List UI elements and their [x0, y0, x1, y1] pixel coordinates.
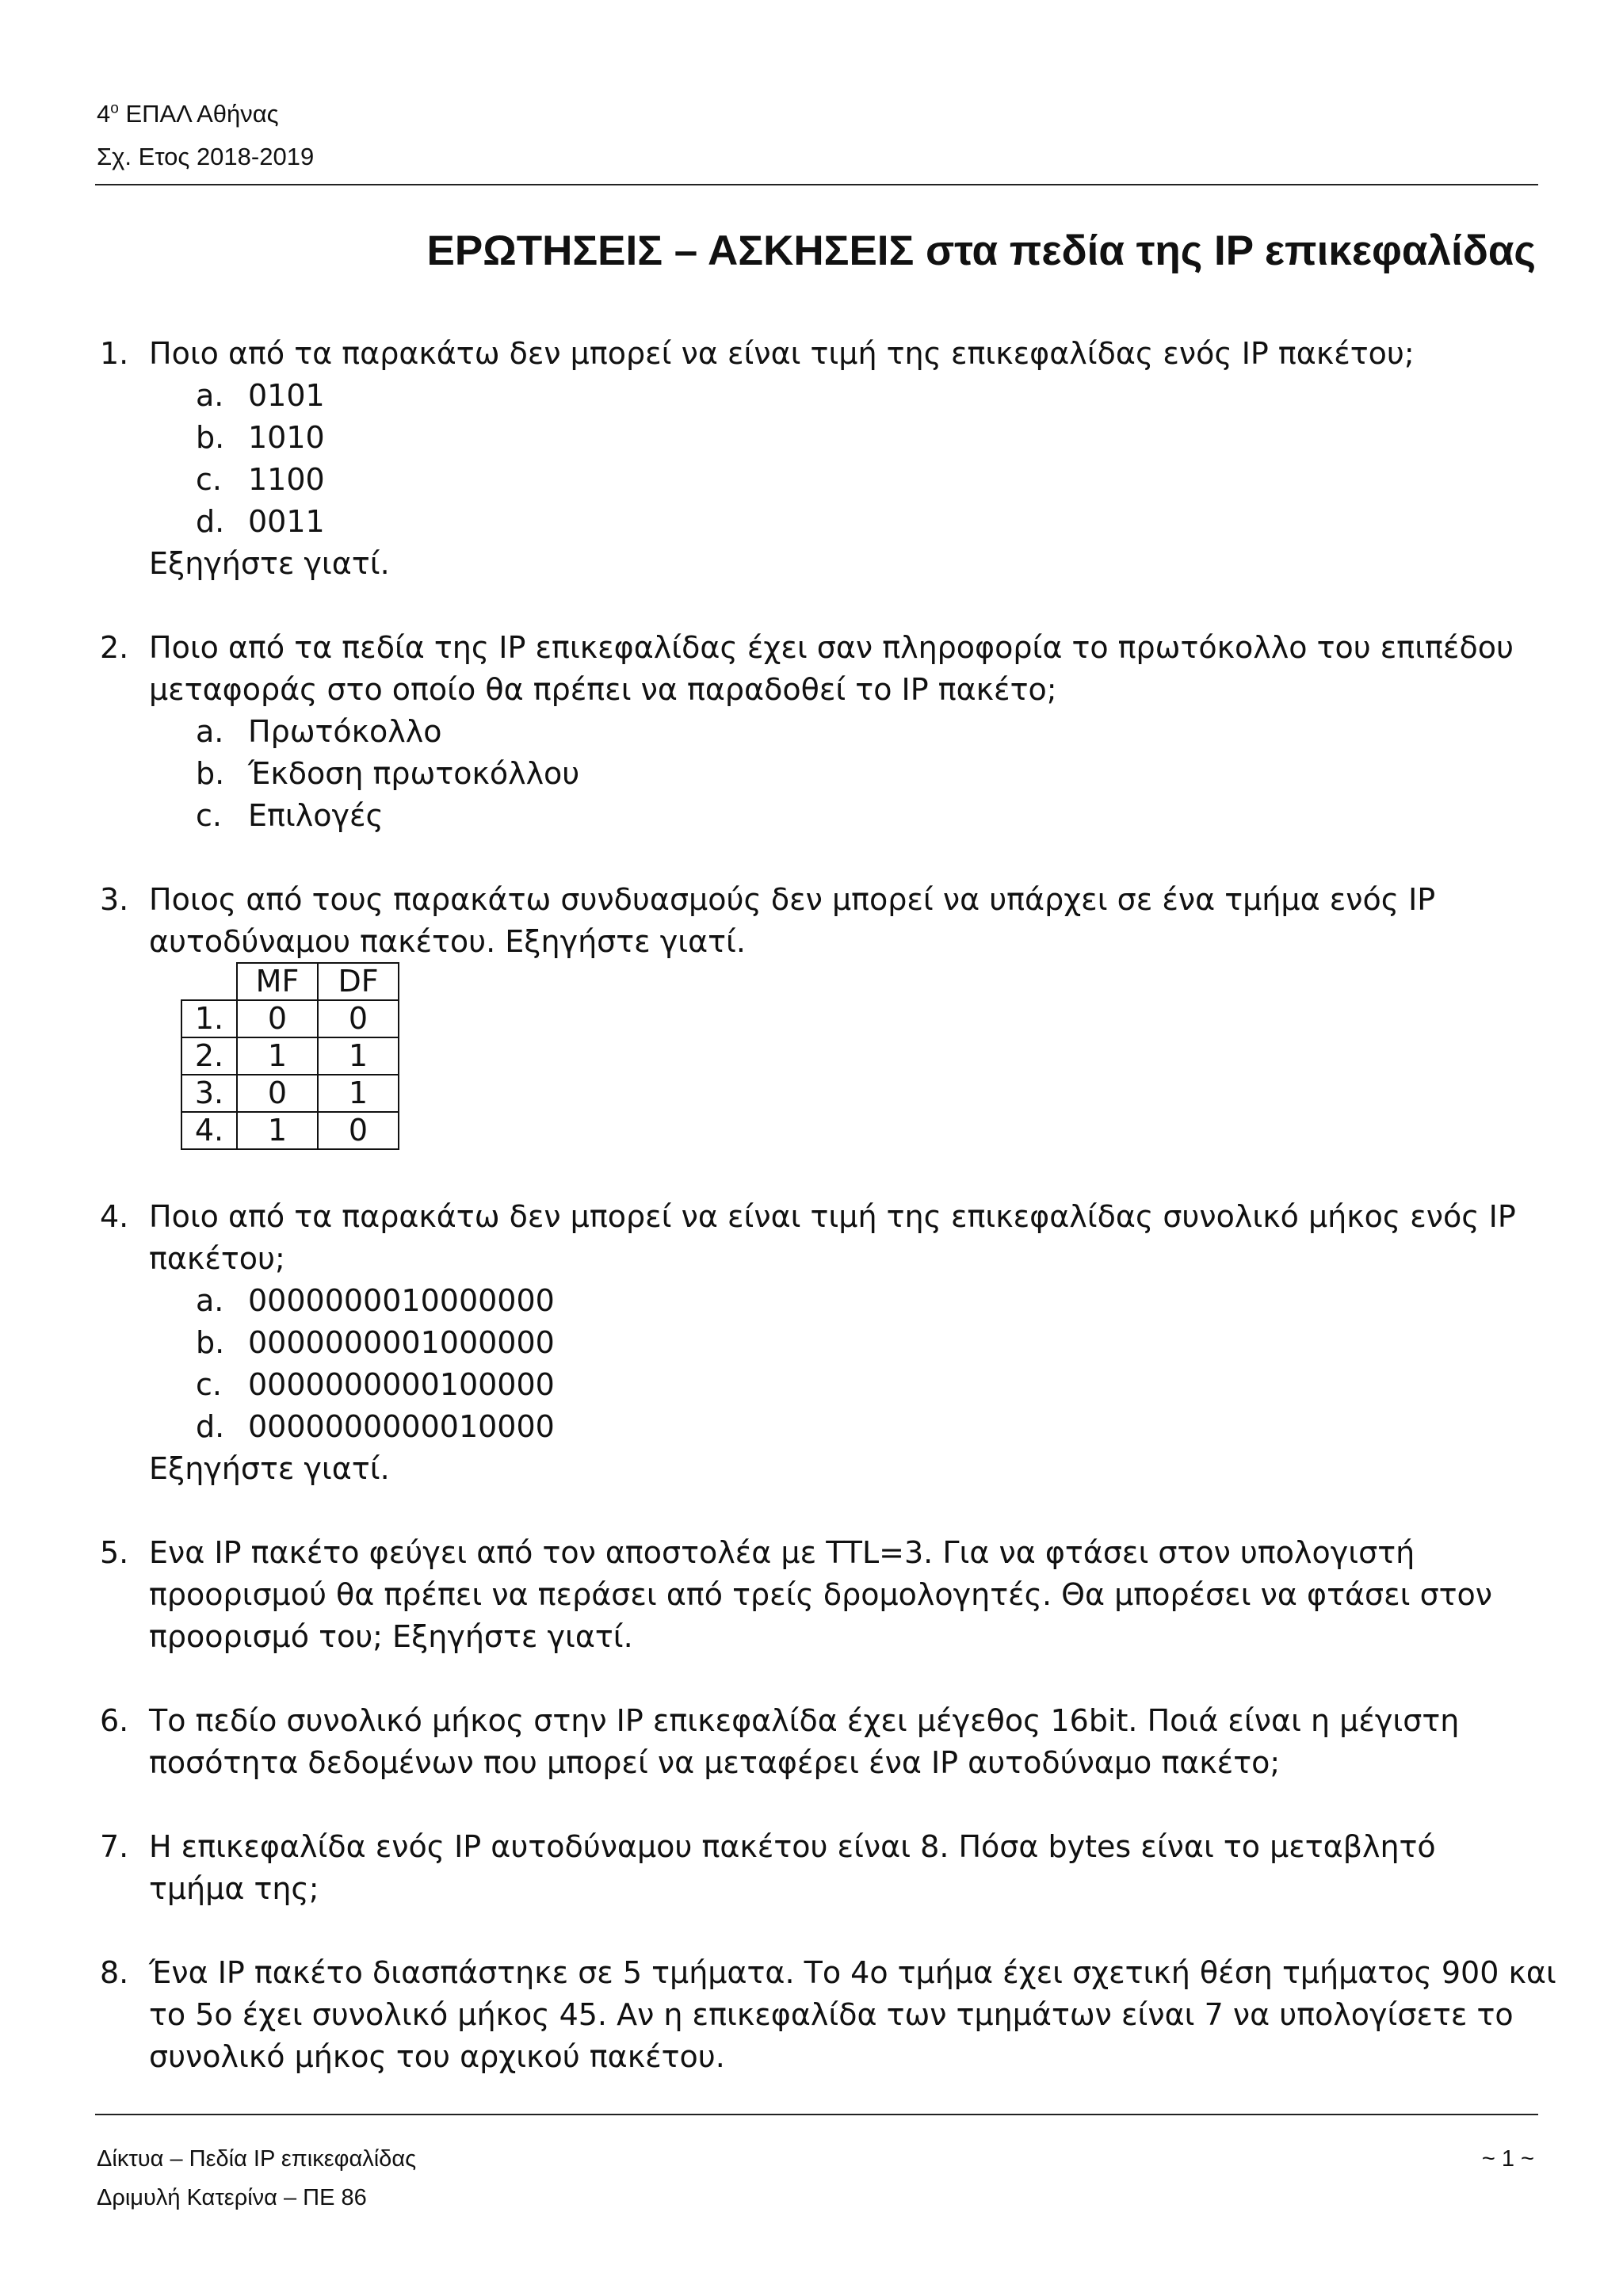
- table-cell: 1: [318, 1075, 399, 1112]
- q1-option-label: d.: [196, 504, 225, 539]
- q2-option-text: Επιλογές: [248, 798, 384, 833]
- table-cell: 1: [237, 1112, 318, 1149]
- table-cell: 0: [237, 1075, 318, 1112]
- q4-option-text: 0000000001000000: [248, 1325, 555, 1360]
- school-ordinal: ο: [110, 100, 119, 117]
- question-8-number: 8.: [100, 1955, 129, 1990]
- q4-option-text: 0000000000010000: [248, 1409, 555, 1444]
- q4-option-label: a.: [196, 1283, 224, 1318]
- footer-divider: [95, 2114, 1538, 2115]
- table-cell: 2.: [181, 1037, 237, 1075]
- q4-option-label: d.: [196, 1409, 225, 1444]
- footer-course: Δίκτυα – Πεδία IP επικεφαλίδας: [97, 2146, 417, 2172]
- q2-option-text: Έκδοση πρωτοκόλλου: [248, 756, 580, 791]
- school-label: ΕΠΑΛ Αθήνας: [118, 100, 279, 128]
- school-year: Σχ. Ετος 2018-2019: [97, 143, 315, 170]
- question-5-number: 5.: [100, 1535, 129, 1570]
- question-2-text: Ποιο από τα πεδία της IP επικεφαλίδας έχει σαν πληροφορία το πρωτόκολλο του επιπέδου: [149, 630, 1514, 665]
- table-header-mf: MF: [237, 963, 318, 1000]
- question-7-number: 7.: [100, 1829, 129, 1864]
- q1-option-label: c.: [196, 462, 222, 497]
- question-3-number: 3.: [100, 882, 129, 917]
- q1-option-label: a.: [196, 378, 224, 413]
- q4-option-text: 0000000010000000: [248, 1283, 555, 1318]
- mf-df-table: [181, 962, 399, 1150]
- question-6-text: ποσότητα δεδομένων που μπορεί να μεταφέρει ένα IP αυτοδύναμο πακέτο;: [149, 1745, 1281, 1780]
- table-cell: 1: [318, 1037, 399, 1075]
- page-title: ΕΡΩΤΗΣΕΙΣ – ΑΣΚΗΣΕΙΣ στα πεδία της IP επικεφαλίδας: [426, 227, 1536, 274]
- question-4-text: πακέτου;: [149, 1241, 285, 1276]
- question-5-text: προορισμού θα πρέπει να περάσει από τρείς δρομολογητές. Θα μπορέσει να φτάσει στον: [149, 1577, 1493, 1612]
- question-6-text: Το πεδίο συνολικό μήκος στην IP επικεφαλίδα έχει μέγεθος 16bit. Ποιά είναι η μέγιστη: [149, 1703, 1460, 1738]
- table-cell: 0: [318, 1112, 399, 1149]
- school-number: 4: [97, 100, 111, 128]
- table-cell: 4.: [181, 1112, 237, 1149]
- q1-option-text: 0011: [248, 504, 325, 539]
- question-3-text: αυτοδύναμου πακέτου. Εξηγήστε γιατί.: [149, 924, 746, 959]
- q2-option-label: b.: [196, 756, 225, 791]
- q4-option-text: 0000000000100000: [248, 1367, 555, 1402]
- question-2-text: μεταφοράς στο οποίο θα πρέπει να παραδοθεί το IP πακέτο;: [149, 672, 1057, 707]
- question-7-text: Η επικεφαλίδα ενός IP αυτοδύναμου πακέτου είναι 8. Πόσα bytes είναι το μεταβλητό: [149, 1829, 1436, 1864]
- question-4-number: 4.: [100, 1199, 129, 1234]
- question-7-text: τμήμα της;: [149, 1871, 319, 1906]
- q4-option-label: b.: [196, 1325, 225, 1360]
- question-4-explain: Εξηγήστε γιατί.: [149, 1451, 390, 1486]
- question-5-text: Ενα IP πακέτο φεύγει από τον αποστολέα με TTL=3. Για να φτάσει στον υπολογιστή: [149, 1535, 1415, 1570]
- question-4-text: Ποιο από τα παρακάτω δεν μπορεί να είναι τιμή της επικεφαλίδας συνολικό μήκος ενός IP: [149, 1199, 1516, 1234]
- table-cell: 1.: [181, 1000, 237, 1037]
- question-3-text: Ποιος από τους παρακάτω συνδυασμούς δεν μπορεί να υπάρχει σε ένα τμήμα ενός IP: [149, 882, 1436, 917]
- q2-option-label: a.: [196, 714, 224, 749]
- q1-option-label: b.: [196, 420, 225, 455]
- question-8-text: το 5ο έχει συνολικό μήκος 45. Αν η επικεφαλίδα των τμημάτων είναι 7 να υπολογίσετε το: [149, 1997, 1514, 2032]
- q4-option-label: c.: [196, 1367, 222, 1402]
- q1-option-text: 1010: [248, 420, 325, 455]
- table-row: [181, 1037, 399, 1075]
- table-header-row: [181, 963, 399, 1000]
- page-number: ~ 1 ~: [1481, 2146, 1534, 2172]
- question-5-text: προορισμό του; Εξηγήστε γιατί.: [149, 1619, 633, 1654]
- table-row: [181, 1112, 399, 1149]
- question-1-explain: Εξηγήστε γιατί.: [149, 546, 390, 581]
- table-row: [181, 1000, 399, 1037]
- table-cell: 0: [237, 1000, 318, 1037]
- q1-option-text: 1100: [248, 462, 325, 497]
- question-2-number: 2.: [100, 630, 129, 665]
- table-row: [181, 1075, 399, 1112]
- q1-option-text: 0101: [248, 378, 325, 413]
- table-header-df: DF: [318, 963, 399, 1000]
- table-cell: 1: [237, 1037, 318, 1075]
- question-1-number: 1.: [100, 336, 129, 371]
- question-8-text: Ένα IP πακέτο διασπάστηκε σε 5 τμήματα. Το 4ο τμήμα έχει σχετική θέση τμήματος 900 και: [149, 1955, 1556, 1990]
- q2-option-text: Πρωτόκολλο: [248, 714, 442, 749]
- q2-option-label: c.: [196, 798, 222, 833]
- header-divider: [95, 184, 1538, 185]
- school-name: [97, 100, 279, 128]
- table-cell: 0: [318, 1000, 399, 1037]
- question-1-text: Ποιο από τα παρακάτω δεν μπορεί να είναι τιμή της επικεφαλίδας ενός IP πακέτου;: [149, 336, 1415, 371]
- question-8-text: συνολικό μήκος του αρχικού πακέτου.: [149, 2039, 725, 2074]
- question-6-number: 6.: [100, 1703, 129, 1738]
- footer-author: Δριμυλή Κατερίνα – ΠΕ 86: [97, 2185, 367, 2210]
- table-cell: 3.: [181, 1075, 237, 1112]
- table-corner-cell: [181, 963, 237, 1000]
